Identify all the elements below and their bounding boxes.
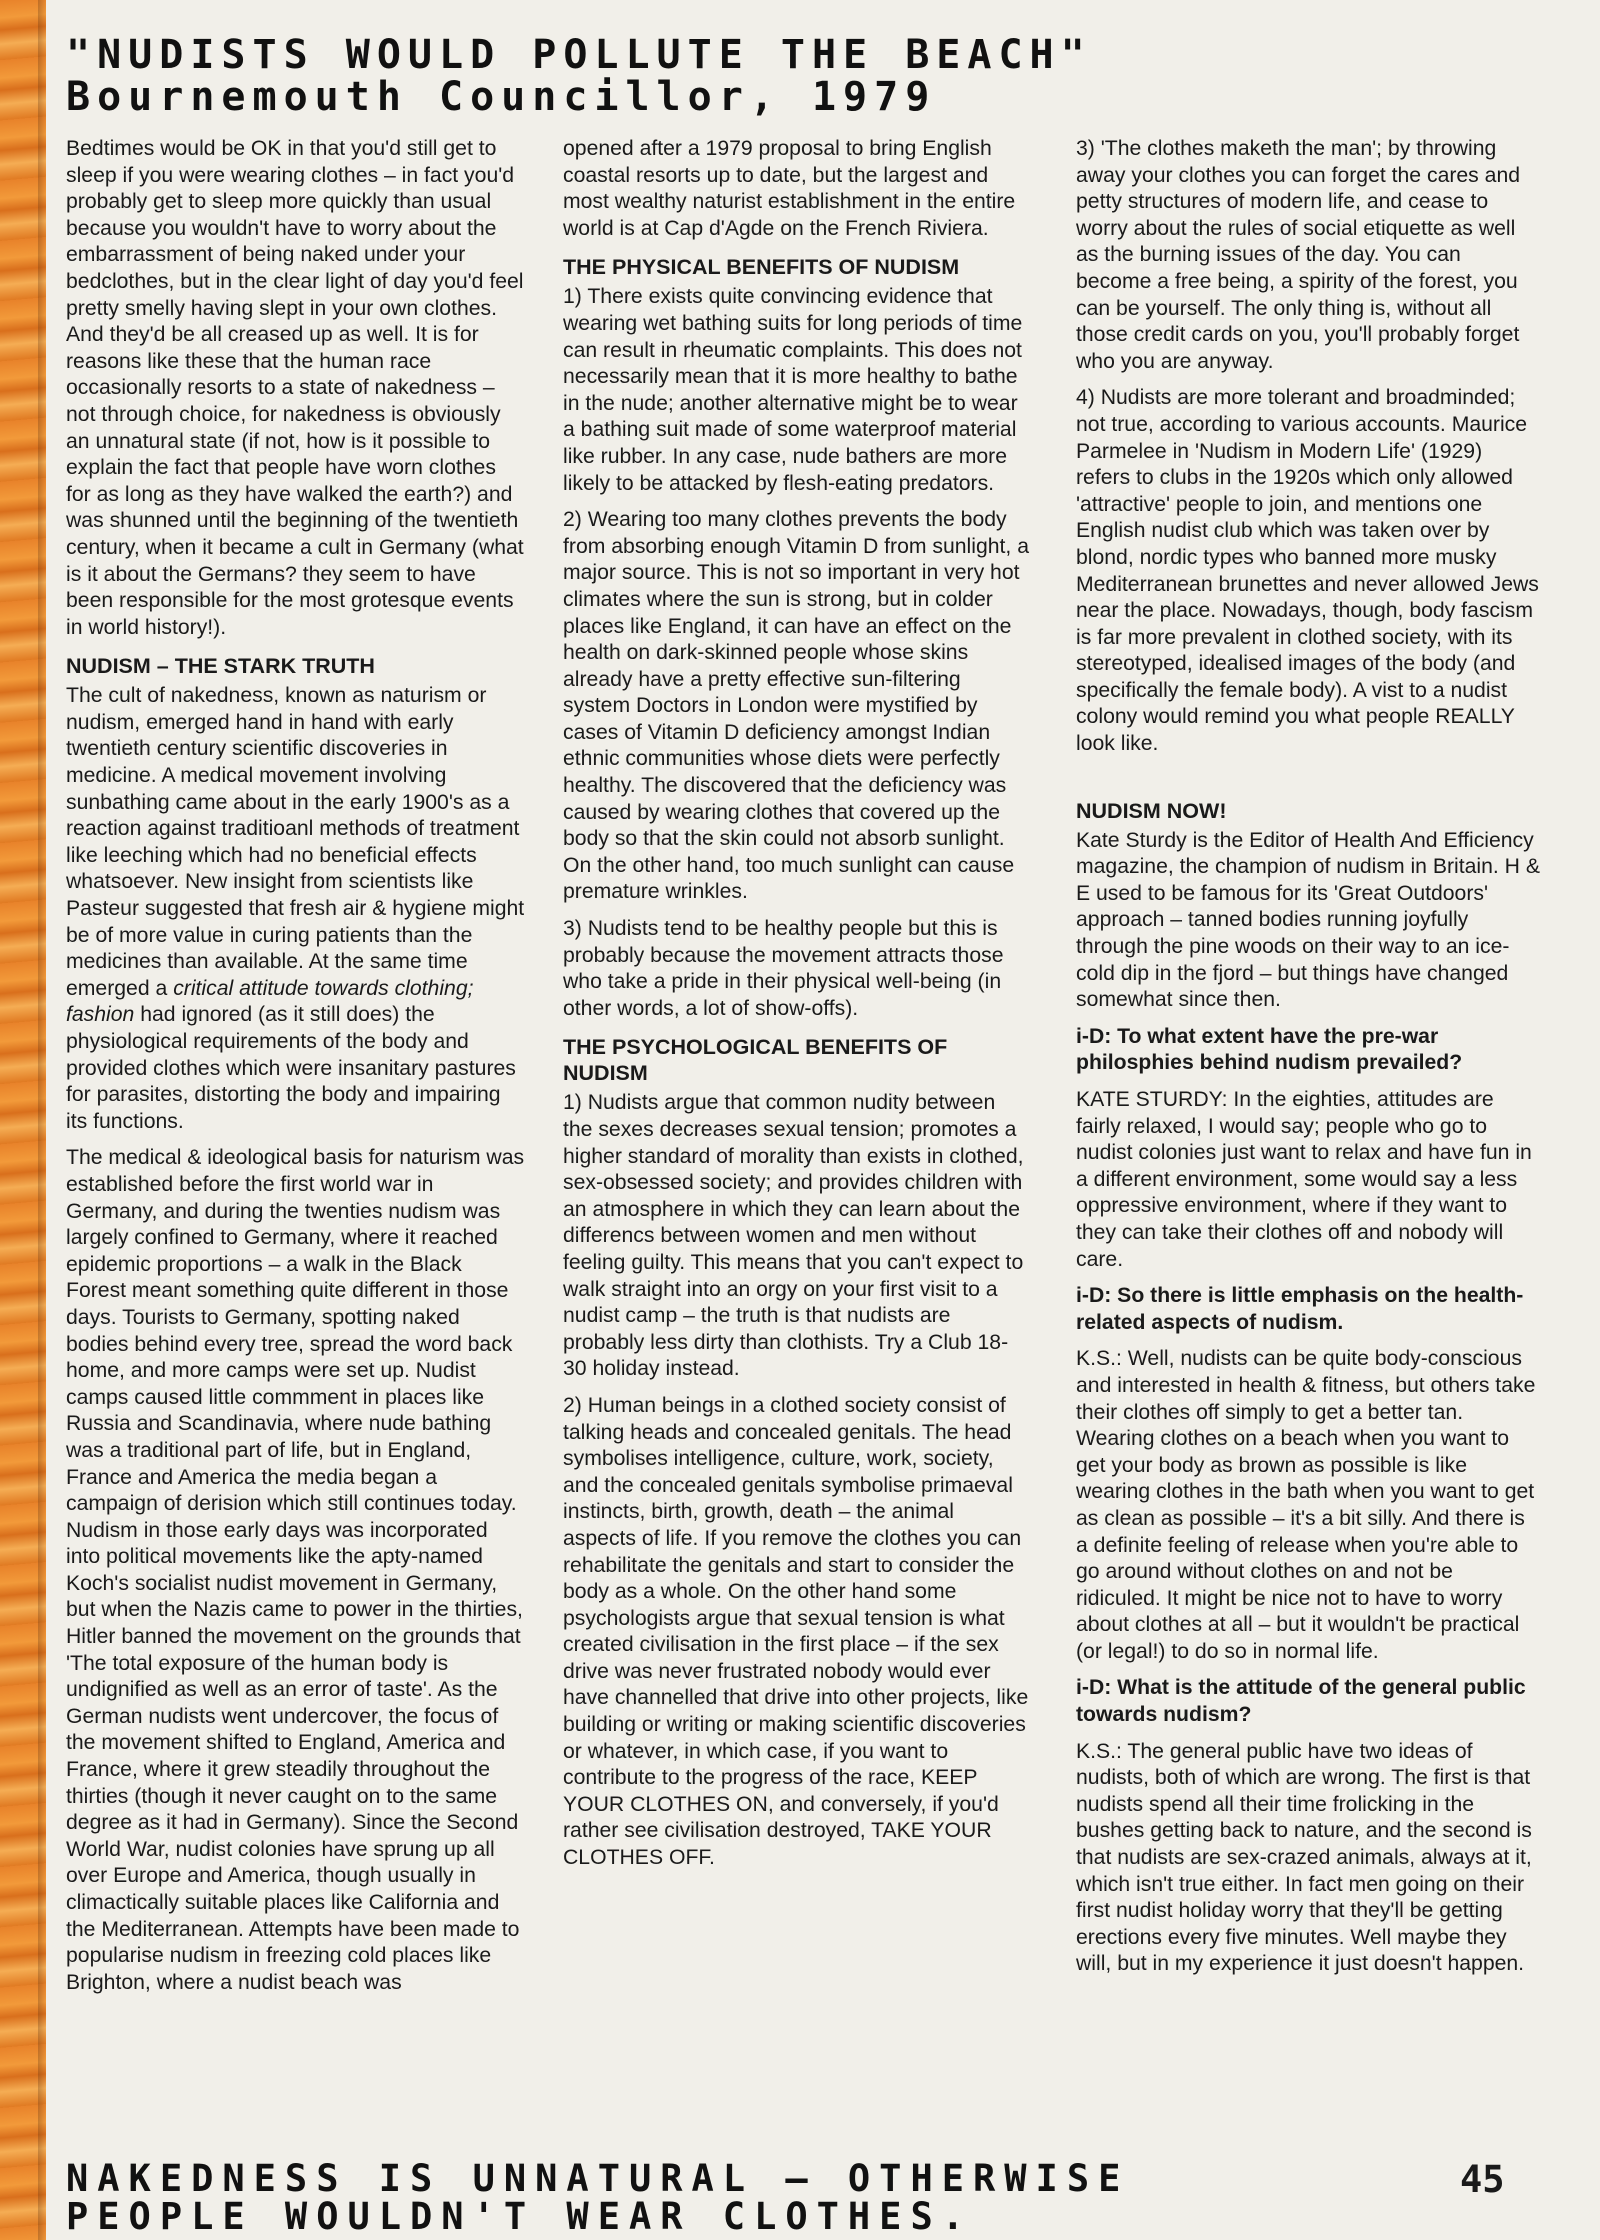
interview-answer: K.S.: The general public have two ideas of nudists, both of which are wrong. The first is that nudists spend all their time frolicking in the bushes getting back to nature, and the second is that nudists are sex-crazed animals, always at it, which isn't true either. In fact men going on their first nudist holiday worry that they'll be getting erections every five minutes. Well maybe they will, but in my experience it just doesn't happen. [1076, 1739, 1532, 1976]
paragraph: 3) Nudists tend to be healthy people but this is probably because the movement attracts those who take a pride in their physical well-being (in other words, a lot of show-offs). [563, 917, 1004, 1020]
paragraph: Kate Sturdy is the Editor of Health And Efficiency magazine, the champion of nudism in Britain. H & E used to be famous for its 'Great Outdoors' approach – tanned bodies running joyfully through the pine woods on their way to an ice-cold dip in the fjord – but things have changed somewhat since then. [1076, 828, 1541, 1012]
page-footer [66, 2157, 1566, 2238]
interview-question: i-D: So there is little emphasis on the health-related aspects of nudism. [1076, 1284, 1524, 1334]
page-number: 45 [1460, 2158, 1505, 2201]
header-attribution: Bournemouth Councillor, 1979 [66, 74, 937, 120]
page-header [66, 34, 1556, 118]
interview-question: i-D: What is the attitude of the general public towards nudism? [1076, 1676, 1526, 1727]
paragraph: 3) 'The clothes maketh the man'; by throwing away your clothes you can forget the cares and petty structures of modern life, and cease to worry about the rules of social etiquette as well as the burning issues of the day. You can become a free being, a spirity of the forest, you can be yourself. The only thing is, without all those credit cards on you, you'll probably forget who you are anyway. [1076, 137, 1521, 373]
orange-margin-strip [0, 0, 46, 2240]
footer-line-1: NAKEDNESS IS UNNATURAL — OTHERWISE [66, 2157, 1130, 2200]
section-heading: NUDISM – THE STARK TRUTH [66, 654, 375, 679]
interview-question: i-D: To what extent have the pre-war philosphies behind nudism prevailed? [1076, 1024, 1463, 1075]
column-2 [563, 136, 1029, 1882]
paragraph: Bedtimes would be OK in that you'd still get to sleep if you were wearing clothes – in fact you'd probably get to sleep more quickly than usual because you wouldn't have to worry about the embarrassment of being naked under your bedclothes, but in the clear light of day you'd feel pretty smelly having slept in your own clothes. And they'd be all creased up as well. It is for reasons like these that the human race occasionally resorts to a state of nakedness – not through choice, for nakedness is obviously an unnatural state (if not, how is it possible to explain the fact that people have worn clothes for as long as they have walked the earth?) and was shunned until the beginning of the twentieth century, when it became a cult in Germany (what is it about the Germans? they seem to have been responsible for the most grotesque events in world history!). [66, 137, 524, 639]
interview-answer: KATE STURDY: In the eighties, attitudes are fairly relaxed, I would say; people who go to nudist colonies just want to relax and have fun in a different environment, some would say a less oppressive environment, where if they want to they can take their clothes off and nobody will care. [1076, 1088, 1532, 1271]
paragraph: 2) Human beings in a clothed society consist of talking heads and concealed genitals. The head symbolises intelligence, culture, work, society, and the concealed genitals symbolise primaeval instincts, birth, growth, death – the animal aspects of life. If you remove the clothes you can rehabilitate the genitals and start to consider the body as a whole. On the other hand some psychologists argue that sexual tension is what created civilisation in the first place – if the sex drive was never frustrated nobody would ever have channelled that drive into other projects, like building or writing or making scientific discoveries or whatever, in which case, if you want to contribute to the progress of the race, KEEP YOUR CLOTHES ON, and conversely, if you'd rather see civilisation destroyed, TAKE YOUR CLOTHES OFF. [563, 1393, 1029, 1870]
paragraph: 4) Nudists are more tolerant and broadminded; not true, according to various accounts. Maurice Parmelee in 'Nudism in Modern Life' (1929) refers to clubs in the 1920s which only allowed 'attractive' people to join, and mentions one English nudist club which was taken over by blond, nordic types who banned more musky Mediterranean brunettes and never allowed Jews near the place. Nowadays, though, body fascism is far more prevalent in clothed society, with its stereotyped, idealised images of the body (and specifically the female body). A vist to a nudist colony would remind you what people REALLY look like. [1076, 386, 1539, 756]
paragraph: 1) There exists quite convincing evidence that wearing wet bathing suits for long periods of time can result in rheumatic complaints. This does not necessarily mean that it is more healthy to bathe in the nude; another alternative might be to wear a bathing suit made of some waterproof material like rubber. In any case, nude bathers are more likely to be attacked by flesh-eating predators. [563, 285, 1023, 495]
section-heading: NUDISM NOW! [1076, 798, 1227, 823]
paragraph: opened after a 1979 proposal to bring English coastal resorts up to date, but the largest and most wealthy naturist establishment in the entire world is at Cap d'Agde on the French Riviera. [563, 137, 1016, 240]
paragraph: The medical & ideological basis for naturism was established before the first world war in Germany, and during the twenties nudism was largely confined to Germany, where it reached epidemic proportions – a walk in the Black Forest meant something quite different in those days. Tourists to Germany, spotting naked bodies behind every tree, spread the word back home, and more camps were set up. Nudist camps caused little commment in places like Russia and Scandinavia, where nude bathing was a traditional part of life, but in England, France and America the media began a campaign of derision which still continues today. Nudism in those early days was incorporated into political movements like the apty-named Koch's socialist nudist movement in Germany, but when the Nazis came to power in the thirties, Hitler banned the movement on the grounds that 'The total exposure of the human body is undignified as well as an error of taste'. As the German nudists went undercover, the focus of the movement shifted to England, America and France, where it grew steadily throughout the thirties (though it never caught on to the same degree as it had in Germany). Since the Second World War, nudist colonies have sprung up all over Europe and America, though usually in climactically suitable places like California and the Mediterranean. Attempts have been made to popularise nudism in freezing cold places like Brighton, where a nudist beach was [66, 1146, 525, 1994]
interview-answer: K.S.: Well, nudists can be quite body-conscious and interested in health & fitness, but others take their clothes off simply to get a better tan. Wearing clothes on a beach when you want to get your body as brown as possible is like wearing clothes in the bath when you want to get as clean as possible – it's a bit silly. And there is a definite feeling of release when you're able to go around without clothes on and not be ridiculed. It might be nice not to have to worry about clothes at all – but it wouldn't be practical (or legal!) to do so in normal life. [1076, 1347, 1536, 1663]
column-3 [1076, 136, 1540, 1988]
column-1 [66, 136, 526, 2006]
section-heading: THE PHYSICAL BENEFITS OF NUDISM [563, 255, 960, 280]
section-heading: THE PSYCHOLOGICAL BENEFITS OF NUDISM [563, 1035, 948, 1086]
header-quote: "NUDISTS WOULD POLLUTE THE BEACH" [66, 32, 1092, 78]
paragraph: The cult of nakedness, known as naturism or nudism, emerged hand in hand with early twentieth century scientific discoveries in medicine. A medical movement involving sunbathing came about in the early 1900's as a reaction against traditioanl methods of treatment like leeching which had no beneficial effects whatsoever. New insight from scientists like Pasteur suggested that fresh air & hygiene might be of more value in curing patients than the medicines than available. At the same time emerged a critical attitude towards clothing; fashion had ignored (as it still does) the physiological requirements of the body and provided clothes which were insanitary pastures for parasites, distorting the body and impairing its functions. [66, 684, 525, 1133]
paragraph: 1) Nudists argue that common nudity between the sexes decreases sexual tension; promotes a higher standard of morality than exists in clothed, sex-obsessed society; and provides children with an atmosphere in which they can learn about the differencs between women and men without feeling guilty. This means that you can't expect to walk straight into an orgy on your first visit to a nudist camp – the truth is that nudists are probably less dirty than clothists. Try a Club 18-30 holiday instead. [563, 1091, 1024, 1381]
paragraph: 2) Wearing too many clothes prevents the body from absorbing enough Vitamin D from sunlight, a major source. This is not so important in very hot climates where the sun is strong, but in colder places like England, it can have an effect on the health on dark-skinned people whose skins already have a pretty effective sun-filtering system Doctors in London were mystified by cases of Vitamin D deficiency amongst Indian ethnic communities whose diets were perfectly healthy. The discovered that the deficiency was caused by wearing clothes that covered up the body so that the skin could not absorb sunlight. On the other hand, too much sunlight can cause premature wrinkles. [563, 508, 1029, 904]
footer-line-2: PEOPLE WOULDN'T WEAR CLOTHES. [66, 2195, 974, 2238]
